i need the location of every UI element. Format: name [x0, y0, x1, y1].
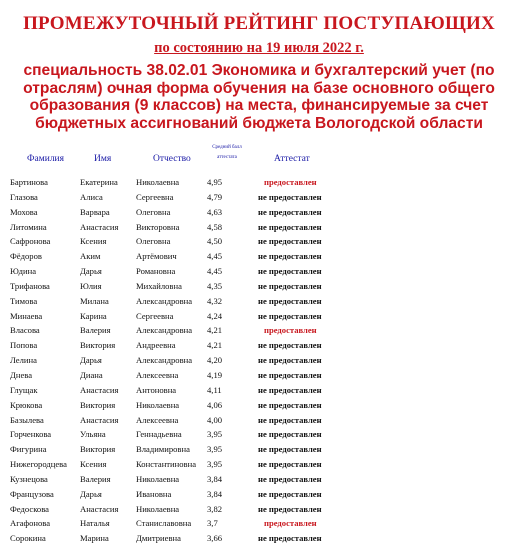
column-header-avg-score: Средний балл аттестата	[212, 145, 242, 160]
name-cell: Дарья	[80, 266, 102, 277]
patronymic-cell: Олеговна	[136, 236, 171, 247]
column-header-patronymic: Отчество	[153, 154, 191, 164]
table-row	[0, 234, 518, 249]
name-cell: Дарья	[80, 488, 102, 499]
certificate-status-cell: не предоставлен	[258, 444, 322, 455]
surname-cell: Лелина	[10, 355, 37, 366]
surname-cell: Агафонова	[10, 518, 51, 529]
name-cell: Марина	[80, 533, 109, 544]
name-cell: Дарья	[80, 355, 102, 366]
name-cell: Виктория	[80, 340, 116, 351]
avg-score-cell: 4,79	[207, 191, 223, 202]
surname-cell: Глазова	[10, 191, 38, 202]
surname-cell: Глущак	[10, 384, 38, 395]
table-row	[0, 442, 518, 457]
surname-cell: Юдина	[10, 266, 37, 277]
table-row	[0, 531, 518, 546]
certificate-status-cell: не предоставлен	[258, 414, 322, 425]
surname-cell: Федоскова	[10, 503, 49, 514]
name-cell: Виктория	[80, 399, 116, 410]
table-row	[0, 190, 518, 205]
table-row	[0, 175, 518, 190]
table-row	[0, 220, 518, 235]
table-row	[0, 398, 518, 413]
table-row	[0, 323, 518, 338]
certificate-status-cell: не предоставлен	[258, 503, 322, 514]
patronymic-cell: Алексеевна	[136, 369, 179, 380]
certificate-status-cell: не предоставлен	[258, 221, 322, 232]
certificate-status-cell: не предоставлен	[258, 533, 322, 544]
patronymic-cell: Андреевна	[136, 340, 176, 351]
patronymic-cell: Николаевна	[136, 503, 180, 514]
column-header-name: Имя	[94, 154, 112, 164]
surname-cell: Минаева	[10, 310, 43, 321]
name-cell: Анастасия	[80, 503, 119, 514]
name-cell: Анастасия	[80, 384, 119, 395]
avg-score-cell: 3,95	[207, 444, 223, 455]
certificate-status-cell: не предоставлен	[258, 429, 322, 440]
patronymic-cell: Викторовна	[136, 221, 180, 232]
avg-score-cell: 3,84	[207, 473, 223, 484]
specialty-description: специальность 38.02.01 Экономика и бухгалтерский учет (по отраслям) очная форма обучения на базе основного общего образования (9 классов) на места, финансируемые за счет бюджетных ассигнований бюджета Вологодской области	[23, 62, 495, 132]
patronymic-cell: Александровна	[136, 295, 193, 306]
name-cell: Карина	[80, 310, 107, 321]
certificate-status-cell: не предоставлен	[258, 473, 322, 484]
surname-cell: Французова	[10, 488, 54, 499]
avg-score-cell: 4,63	[207, 206, 223, 217]
surname-cell: Фигурина	[10, 444, 47, 455]
certificate-status-cell: предоставлен	[264, 325, 317, 336]
patronymic-cell: Геннадьевна	[136, 429, 182, 440]
table-row	[0, 264, 518, 279]
table-row	[0, 516, 518, 531]
table-row	[0, 383, 518, 398]
name-cell: Валерия	[80, 473, 111, 484]
patronymic-cell: Алексеевна	[136, 414, 179, 425]
certificate-status-cell: не предоставлен	[258, 310, 322, 321]
avg-score-cell: 4,58	[207, 221, 223, 232]
name-cell: Валерия	[80, 325, 111, 336]
avg-score-cell: 4,32	[207, 295, 223, 306]
patronymic-cell: Александровна	[136, 325, 193, 336]
patronymic-cell: Михайловна	[136, 280, 182, 291]
avg-score-cell: 4,95	[207, 177, 223, 187]
certificate-status-cell: не предоставлен	[258, 266, 322, 277]
certificate-status-cell: не предоставлен	[258, 399, 322, 410]
surname-cell: Горченкова	[10, 429, 52, 440]
table-row	[0, 309, 518, 324]
column-header-certificate: Аттестат	[274, 154, 310, 164]
patronymic-cell: Владимировна	[136, 444, 190, 455]
surname-cell: Сорокина	[10, 533, 46, 544]
avg-score-cell: 4,20	[207, 355, 223, 366]
name-cell: Юлия	[80, 280, 102, 291]
surname-cell: Бартинова	[10, 177, 48, 187]
certificate-status-cell: не предоставлен	[258, 280, 322, 291]
table-row	[0, 502, 518, 517]
avg-score-cell: 4,00	[207, 414, 223, 425]
date-line: по состоянию на 19 июля 2022 г.	[154, 40, 364, 56]
certificate-status-cell: не предоставлен	[258, 488, 322, 499]
table-row	[0, 205, 518, 220]
certificate-status-cell: не предоставлен	[258, 295, 322, 306]
certificate-status-cell: не предоставлен	[258, 340, 322, 351]
table-row	[0, 457, 518, 472]
surname-cell: Днева	[10, 369, 33, 380]
table-row	[0, 279, 518, 294]
avg-score-cell: 4,45	[207, 251, 223, 262]
certificate-status-cell: не предоставлен	[258, 355, 322, 366]
table-row	[0, 413, 518, 428]
certificate-status-cell: не предоставлен	[258, 251, 322, 262]
column-header-surname: Фамилия	[27, 154, 65, 164]
name-cell: Алиса	[80, 191, 103, 202]
patronymic-cell: Сергеевна	[136, 310, 174, 321]
name-cell: Екатерина	[80, 177, 118, 187]
table-row	[0, 368, 518, 383]
certificate-status-cell: не предоставлен	[258, 459, 322, 470]
surname-cell: Нижегородцева	[10, 459, 67, 470]
table-row	[0, 353, 518, 368]
avg-score-cell: 3,7	[207, 518, 218, 529]
avg-score-cell: 4,35	[207, 280, 223, 291]
surname-cell: Кузнецова	[10, 473, 48, 484]
name-cell: Виктория	[80, 444, 116, 455]
table-row	[0, 294, 518, 309]
patronymic-cell: Александровна	[136, 355, 193, 366]
patronymic-cell: Ивановна	[136, 488, 172, 499]
patronymic-cell: Антоновна	[136, 384, 177, 395]
applicants-table	[0, 175, 518, 546]
surname-cell: Крюкова	[10, 399, 43, 410]
surname-cell: Литомина	[10, 221, 47, 232]
avg-score-cell: 3,95	[207, 459, 223, 470]
patronymic-cell: Константиновна	[136, 459, 197, 470]
certificate-status-cell: не предоставлен	[258, 206, 322, 217]
name-cell: Диана	[80, 369, 103, 380]
name-cell: Ксения	[80, 236, 107, 247]
table-row	[0, 249, 518, 264]
certificate-status-cell: предоставлен	[264, 177, 317, 187]
surname-cell: Трифанова	[10, 280, 50, 291]
page-title: ПРОМЕЖУТОЧНЫЙ РЕЙТИНГ ПОСТУПАЮЩИХ	[23, 13, 495, 34]
patronymic-cell: Станиславовна	[136, 518, 192, 529]
avg-score-cell: 3,84	[207, 488, 223, 499]
name-cell: Аким	[80, 251, 101, 262]
patronymic-cell: Романовна	[136, 266, 176, 277]
avg-score-cell: 4,06	[207, 399, 223, 410]
avg-score-cell: 4,21	[207, 340, 223, 351]
avg-score-cell: 3,66	[207, 533, 223, 544]
name-cell: Варвара	[80, 206, 110, 217]
avg-score-cell: 4,24	[207, 310, 223, 321]
name-cell: Анастасия	[80, 414, 119, 425]
surname-cell: Фёдоров	[10, 251, 42, 262]
certificate-status-cell: не предоставлен	[258, 384, 322, 395]
name-cell: Наталья	[80, 518, 110, 529]
patronymic-cell: Николаевна	[136, 177, 180, 187]
certificate-status-cell: не предоставлен	[258, 236, 322, 247]
surname-cell: Мохова	[10, 206, 38, 217]
table-row	[0, 427, 518, 442]
name-cell: Милана	[80, 295, 109, 306]
avg-score-cell: 4,21	[207, 325, 223, 336]
avg-score-cell: 4,11	[207, 384, 222, 395]
patronymic-cell: Дмитриевна	[136, 533, 181, 544]
surname-cell: Тимова	[10, 295, 38, 306]
name-cell: Анастасия	[80, 221, 119, 232]
patronymic-cell: Сергеевна	[136, 191, 174, 202]
avg-score-cell: 3,82	[207, 503, 223, 514]
patronymic-cell: Николаевна	[136, 473, 180, 484]
table-row	[0, 338, 518, 353]
surname-cell: Базылева	[10, 414, 44, 425]
table-row	[0, 487, 518, 502]
patronymic-cell: Олеговна	[136, 206, 171, 217]
certificate-status-cell: не предоставлен	[258, 369, 322, 380]
certificate-status-cell: предоставлен	[264, 518, 317, 529]
avg-score-cell: 4,19	[207, 369, 223, 380]
avg-score-cell: 3,95	[207, 429, 223, 440]
avg-score-cell: 4,45	[207, 266, 223, 277]
table-row	[0, 472, 518, 487]
certificate-status-cell: не предоставлен	[258, 191, 322, 202]
patronymic-cell: Артёмович	[136, 251, 177, 262]
name-cell: Ксения	[80, 459, 107, 470]
surname-cell: Сафронова	[10, 236, 51, 247]
patronymic-cell: Николаевна	[136, 399, 180, 410]
surname-cell: Попова	[10, 340, 38, 351]
surname-cell: Власова	[10, 325, 40, 336]
avg-score-cell: 4,50	[207, 236, 223, 247]
name-cell: Ульяна	[80, 429, 106, 440]
